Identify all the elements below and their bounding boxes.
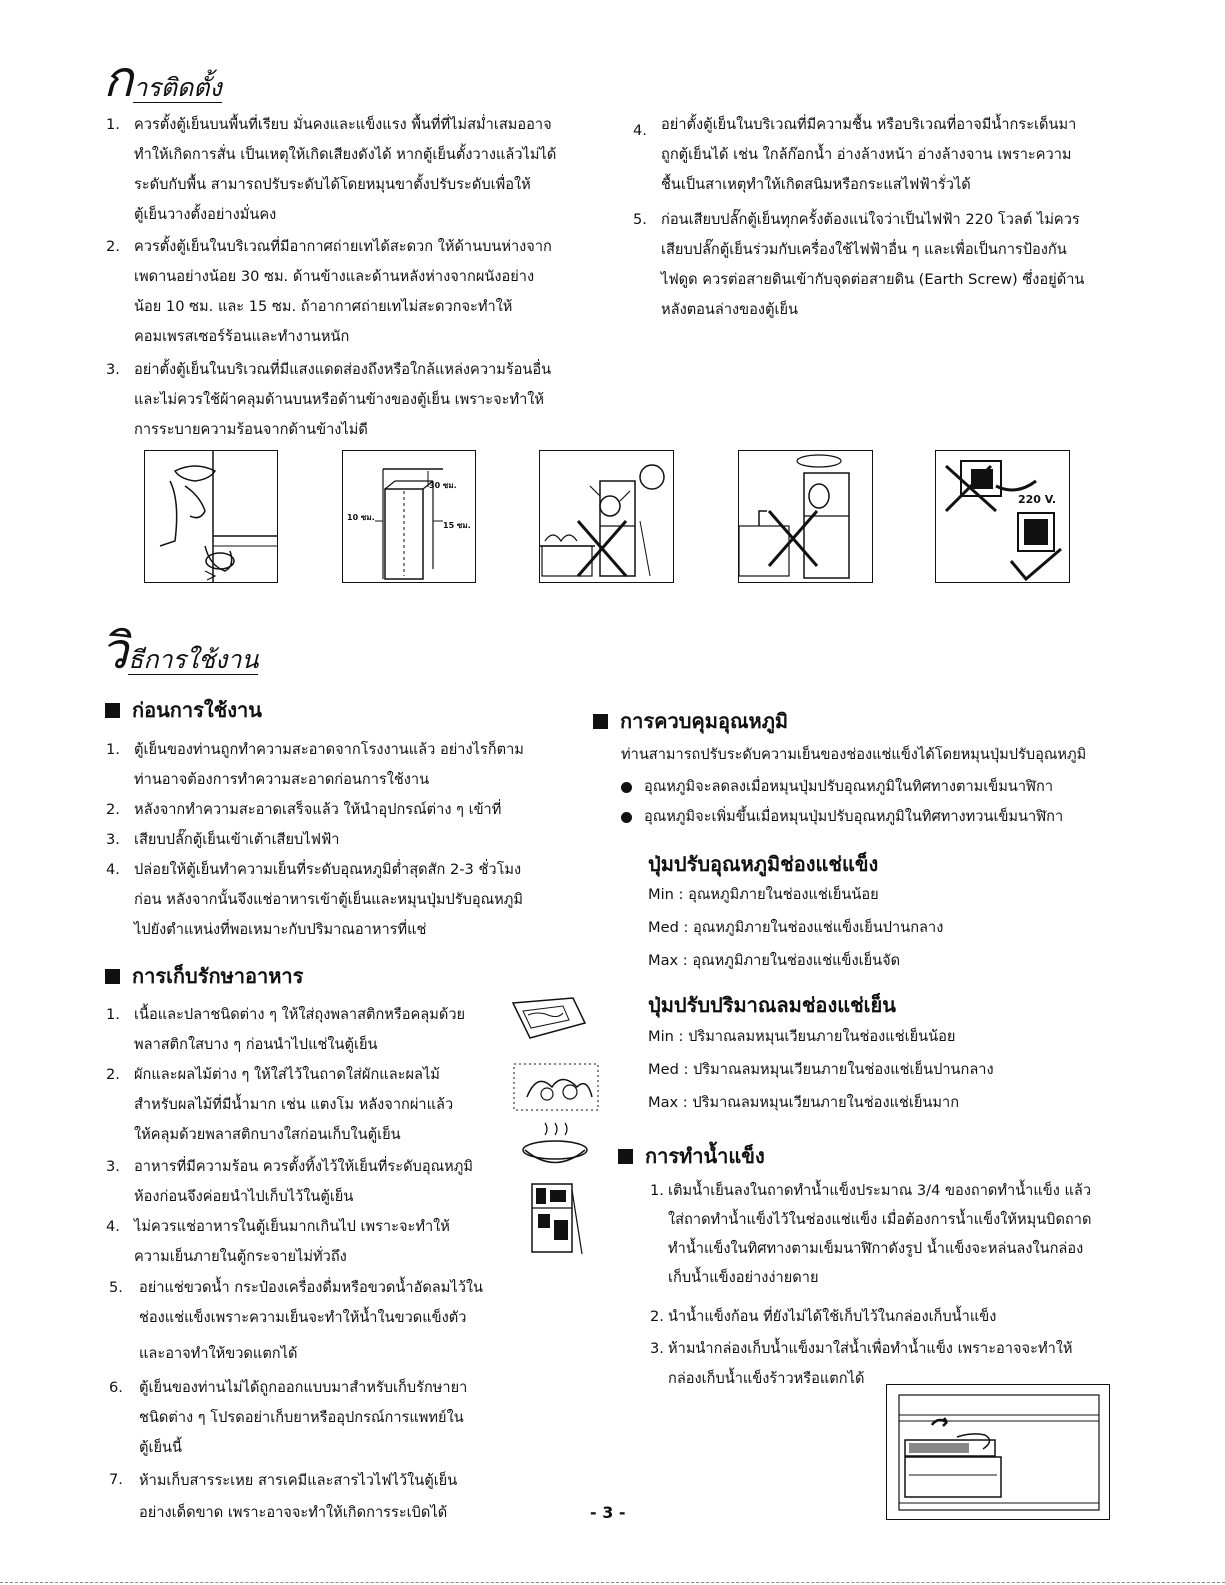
line: ชนิดต่าง ๆ โปรดอย่าเก็บยาหรืออุปกรณ์การแพทย์ใน <box>139 1409 464 1426</box>
food-storage-item-3 <box>106 1152 506 1212</box>
vegetables-icon <box>512 1062 600 1112</box>
overfilled-fridge-illustration <box>518 1180 588 1258</box>
bullet-text: อุณหภูมิจะเพิ่มขึ้นเมื่อหมุนปุ่มปรับอุณหภูมิในทิศทางทวนเข็มนาฬิกา <box>644 808 1064 825</box>
line: ไฟดูด ควรต่อสายดินเข้ากับจุดต่อสายดิน (Earth Screw) ซึ่งอยู่ด้าน <box>661 271 1085 288</box>
line: ไม่ควรแช่อาหารในตู้เย็นมากเกินไป เพราะจะทำให้ <box>134 1218 450 1235</box>
installation-item-2 <box>106 232 606 352</box>
item-number: 4. <box>106 1218 120 1235</box>
line: คอมเพรสเซอร์ร้อนและทำงานหนัก <box>134 328 350 345</box>
line: ใส่ถาดทำน้ำแข็งไว้ในช่องแช่แข็ง เมื่อต้องการน้ำแข็งให้หมุนบิดถาด <box>668 1211 1092 1228</box>
line: เพดานอย่างน้อย 30 ซม. ด้านข้างและด้านหลังห่างจากผนังอย่าง <box>134 268 535 285</box>
line: อย่าตั้งตู้เย็นในบริเวณที่มีแสงแดดส่องถึงหรือใกล้แหล่งความร้อนอื่น <box>134 361 552 378</box>
airflow-knob-max: Max : ปริมาณลมหมุนเวียนภายในช่องแช่เย็นมาก <box>648 1094 960 1111</box>
item-number: 4. <box>633 122 647 139</box>
voltage-illustration <box>936 451 1069 582</box>
freezer-knob-min: Min : อุณหภูมิภายในช่องแช่เย็นน้อย <box>648 886 879 903</box>
temp-bullet-2 <box>621 802 1141 832</box>
line: ท่านอาจต้องการทำความสะอาดก่อนการใช้งาน <box>134 771 430 788</box>
figure-heat-source <box>539 450 674 583</box>
item-number: 5. <box>109 1279 123 1296</box>
line: ปล่อยให้ตู้เย็นทำความเย็นที่ระดับอุณหภูมิต่ำสุดสัก 2-3 ชั่วโมง <box>134 861 522 878</box>
figure-voltage <box>935 450 1070 583</box>
food-storage-item-2 <box>106 1060 506 1150</box>
usage-title-initial: วิ <box>100 622 129 680</box>
line: อย่างเด็ดขาด เพราะอาจจะทำให้เกิดการระเบิดได้ <box>139 1504 448 1521</box>
line: ควรตั้งตู้เย็นบนพื้นที่เรียบ มั่นคงและแข็งแรง พื้นที่ที่ไม่สม่ำเสมออาจ <box>134 116 552 133</box>
clearance-side-label: 10 ซม. <box>347 513 375 522</box>
item-number: 2. <box>106 801 120 818</box>
installation-item-5 <box>633 205 1133 325</box>
line: อย่าตั้งตู้เย็นในบริเวณที่มีความชื้น หรือบริเวณที่อาจมีน้ำกระเด็นมา <box>661 116 1077 133</box>
heading-text: การเก็บรักษาอาหาร <box>132 964 304 988</box>
moisture-illustration <box>739 451 872 582</box>
temp-control-heading <box>593 705 788 737</box>
square-bullet-icon <box>593 714 608 729</box>
item-number: 7. <box>109 1471 123 1488</box>
airflow-knob-heading: ปุ่มปรับปริมาณลมช่องแช่เย็น <box>648 993 896 1017</box>
food-storage-item-4 <box>106 1212 506 1272</box>
line: เก็บน้ำแข็งอย่างง่ายดาย <box>668 1269 819 1286</box>
square-bullet-icon <box>618 1149 633 1164</box>
bullet-dot-icon <box>621 782 632 793</box>
wrapped-meat-illustration <box>508 993 588 1043</box>
installation-item-1 <box>106 110 606 230</box>
vegetable-tray-illustration <box>512 1062 600 1112</box>
line: ทำให้เกิดการสั่น เป็นเหตุให้เกิดเสียงดังได้ หากตู้เย็นตั้งวางแล้วไม่ได้ <box>134 146 557 163</box>
line: ไปยังตำแหน่งที่พอเหมาะกับปริมาณอาหารที่แช่ <box>134 921 427 938</box>
clearance-top-label: 30 ซม. <box>429 481 457 490</box>
meat-icon <box>508 993 588 1043</box>
line: ช่องแช่แข็งเพราะความเย็นจะทำให้น้ำในขวดแข็งตัว <box>139 1309 467 1326</box>
installation-title <box>103 40 222 119</box>
food-storage-item-6 <box>109 1373 529 1463</box>
footer-divider <box>0 1582 1225 1583</box>
line: พลาสติกใสบาง ๆ ก่อนนำไปแช่ในตู้เย็น <box>134 1036 378 1053</box>
line: ให้คลุมด้วยพลาสติกบางใสก่อนเก็บในตู้เย็น <box>134 1126 401 1143</box>
line: น้อย 10 ซม. และ 15 ซม. ถ้าอากาศถ่ายเทไม่สะดวกจะทำให้ <box>134 298 513 315</box>
installation-item-3 <box>106 355 606 445</box>
ice-making-item-2 <box>650 1302 1120 1332</box>
ice-tray-illustration <box>887 1385 1109 1519</box>
freezer-knob-med: Med : อุณหภูมิภายในช่องแช่แข็งเย็นปานกลาง <box>648 919 944 936</box>
overfilled-fridge-icon <box>518 1180 588 1258</box>
line: เนื้อและปลาชนิดต่าง ๆ ให้ใส่ถุงพลาสติกหรือคลุมด้วย <box>134 1006 466 1023</box>
line: ระดับกับพื้น สามารถปรับระดับได้โดยหมุนขาตั้งปรับระดับเพื่อให้ <box>134 176 531 193</box>
figure-leveling-foot <box>144 450 278 583</box>
before-use-heading <box>105 694 262 726</box>
page-number: - 3 - <box>590 1503 626 1522</box>
line: ก่อน หลังจากนั้นจึงแช่อาหารเข้าตู้เย็นและหมุนปุ่มปรับอุณหภูมิ <box>134 891 524 908</box>
food-storage-item-5 <box>109 1273 529 1363</box>
item-number: 4. <box>106 861 120 878</box>
line: ความเย็นภายในตู้กระจายไม่ทั่วถึง <box>134 1248 347 1265</box>
item-number: 2. <box>106 238 120 255</box>
line: และไม่ควรใช้ผ้าคลุมด้านบนหรือด้านข้างของตู้เย็น เพราะจะทำให้ <box>134 391 545 408</box>
item-number: 5. <box>633 211 647 228</box>
airflow-knob-min: Min : ปริมาณลมหมุนเวียนภายในช่องแช่เย็นน้อย <box>648 1028 956 1045</box>
temp-control-intro: ท่านสามารถปรับระดับความเย็นของช่องแช่แข็งได้โดยหมุนปุ่มปรับอุณหภูมิ <box>621 746 1087 763</box>
square-bullet-icon <box>105 703 120 718</box>
usage-title-text: ธีการใช้งาน <box>128 645 259 674</box>
line: หลังตอนล่างของตู้เย็น <box>661 301 799 318</box>
line: ห้องก่อนจึงค่อยนำไปเก็บไว้ในตู้เย็น <box>134 1188 354 1205</box>
item-number: 3. <box>106 831 120 848</box>
line: ผักและผลไม้ต่าง ๆ ให้ใส่ไว้ในถาดใส่ผักและผลไม้ <box>134 1066 440 1083</box>
usage-title <box>100 612 258 691</box>
airflow-knob-med: Med : ปริมาณลมหมุนเวียนภายในช่องแช่เย็นปานกลาง <box>648 1061 994 1078</box>
item-number: 1. <box>106 116 120 133</box>
figure-ice-tray <box>886 1384 1110 1520</box>
hot-dish-illustration <box>520 1120 590 1170</box>
item-number: 1. <box>650 1182 664 1199</box>
line: อย่าแช่ขวดน้ำ กระป๋องเครื่องดื่มหรือขวดน้ำอัดลมไว้ใน <box>139 1279 484 1296</box>
line: หลังจากทำความสะอาดเสร็จแล้ว ให้นำอุปกรณ์ต่าง ๆ เข้าที่ <box>134 801 502 818</box>
line: กล่องเก็บน้ำแข็งร้าวหรือแตกได้ <box>668 1370 865 1387</box>
food-storage-item-7 <box>109 1465 529 1530</box>
square-bullet-icon <box>105 969 120 984</box>
leveling-foot-illustration <box>145 451 277 582</box>
voltage-label: 220 V. <box>1018 493 1057 506</box>
installation-title-text: ารติดตั้ง <box>133 73 222 102</box>
line: เติมน้ำเย็นลงในถาดทำน้ำแข็งประมาณ 3/4 ของถาดทำน้ำแข็ง แล้ว <box>668 1182 1092 1199</box>
ice-making-item-1 <box>650 1176 1120 1296</box>
item-number: 2. <box>650 1308 664 1325</box>
line: ตู้เย็นของท่านไม่ได้ถูกออกแบบมาสำหรับเก็บรักษายา <box>139 1379 468 1396</box>
before-use-item-1 <box>106 735 596 795</box>
line: ก่อนเสียบปลั๊กตู้เย็นทุกครั้งต้องแน่ใจว่าเป็นไฟฟ้า 220 โวลต์ ไม่ควร <box>661 211 1080 228</box>
item-number: 6. <box>109 1379 123 1396</box>
item-number: 1. <box>106 1006 120 1023</box>
line: อาหารที่มีความร้อน ควรตั้งทิ้งไว้ให้เย็นที่ระดับอุณหภูมิ <box>134 1158 473 1175</box>
before-use-item-2 <box>106 795 596 825</box>
ice-making-heading <box>618 1140 765 1172</box>
item-number: 1. <box>106 741 120 758</box>
line: ควรตั้งตู้เย็นในบริเวณที่มีอากาศถ่ายเทได้สะดวก ให้ด้านบนห่างจาก <box>134 238 552 255</box>
item-number: 2. <box>106 1066 120 1083</box>
freezer-knob-max: Max : อุณหภูมิภายในช่องแช่แข็งเย็นจัด <box>648 952 901 969</box>
heading-text: การควบคุมอุณหภูมิ <box>620 709 789 733</box>
line: ถูกตู้เย็นได้ เช่น ใกล้ก๊อกน้ำ อ่างล้างหน้า อ่างล้างจาน เพราะความ <box>661 146 1072 163</box>
freezer-knob-heading: ปุ่มปรับอุณหภูมิช่องแช่แข็ง <box>648 852 879 876</box>
before-use-item-4 <box>106 855 596 945</box>
installation-item-4 <box>633 110 1133 200</box>
hot-dish-icon <box>520 1120 590 1170</box>
item-number: 3. <box>106 361 120 378</box>
line: และอาจทำให้ขวดแตกได้ <box>139 1345 298 1362</box>
before-use-item-3 <box>106 825 596 855</box>
food-storage-heading <box>105 960 303 992</box>
installation-title-initial: ก <box>103 50 134 108</box>
figure-clearance <box>342 450 476 583</box>
line: เสียบปลั๊กตู้เย็นร่วมกับเครื่องใช้ไฟฟ้าอื่น ๆ และเพื่อเป็นการป้องกัน <box>661 241 1067 258</box>
heat-source-illustration <box>540 451 673 582</box>
line: สำหรับผลไม้ที่มีน้ำมาก เช่น แตงโม หลังจากผ่าแล้ว <box>134 1096 454 1113</box>
item-number: 3. <box>106 1158 120 1175</box>
temp-bullet-1 <box>621 772 1141 802</box>
line: เสียบปลั๊กตู้เย็นเข้าเต้าเสียบไฟฟ้า <box>134 831 340 848</box>
line: ตู้เย็นวางตั้งอย่างมั่นคง <box>134 206 277 223</box>
line: ชื้นเป็นสาเหตุทำให้เกิดสนิมหรือกระแสไฟฟ้ารั่วได้ <box>661 176 971 193</box>
clearance-back-label: 15 ซม. <box>443 521 471 530</box>
figure-moisture <box>738 450 873 583</box>
line: ห้ามเก็บสารระเหย สารเคมีและสารไวไฟไว้ในตู้เย็น <box>139 1472 458 1489</box>
heading-text: ก่อนการใช้งาน <box>132 698 262 722</box>
line: ตู้เย็นของท่านถูกทำความสะอาดจากโรงงานแล้ว อย่างไรก็ตาม <box>134 741 524 758</box>
line: ตู้เย็นนี้ <box>139 1439 182 1456</box>
item-number: 3. <box>650 1340 664 1357</box>
bullet-text: อุณหภูมิจะลดลงเมื่อหมุนปุ่มปรับอุณหภูมิในทิศทางตามเข็มนาฬิกา <box>644 778 1054 795</box>
line: นำน้ำแข็งก้อน ที่ยังไม่ได้ใช้เก็บไว้ในกล่องเก็บน้ำแข็ง <box>668 1308 997 1325</box>
bullet-dot-icon <box>621 812 632 823</box>
line: ทำน้ำแข็งในทิศทางตามเข็มนาฬิกาดังรูป น้ำแข็งจะหล่นลงในกล่อง <box>668 1240 1084 1257</box>
food-storage-item-1 <box>106 1000 506 1060</box>
line: การระบายความร้อนจากด้านข้างไม่ดี <box>134 421 368 438</box>
heading-text: การทำน้ำแข็ง <box>645 1144 765 1168</box>
line: ห้ามนำกล่องเก็บน้ำแข็งมาใส่น้ำเพื่อทำน้ำแข็ง เพราะอาจจะทำให้ <box>668 1340 1073 1357</box>
